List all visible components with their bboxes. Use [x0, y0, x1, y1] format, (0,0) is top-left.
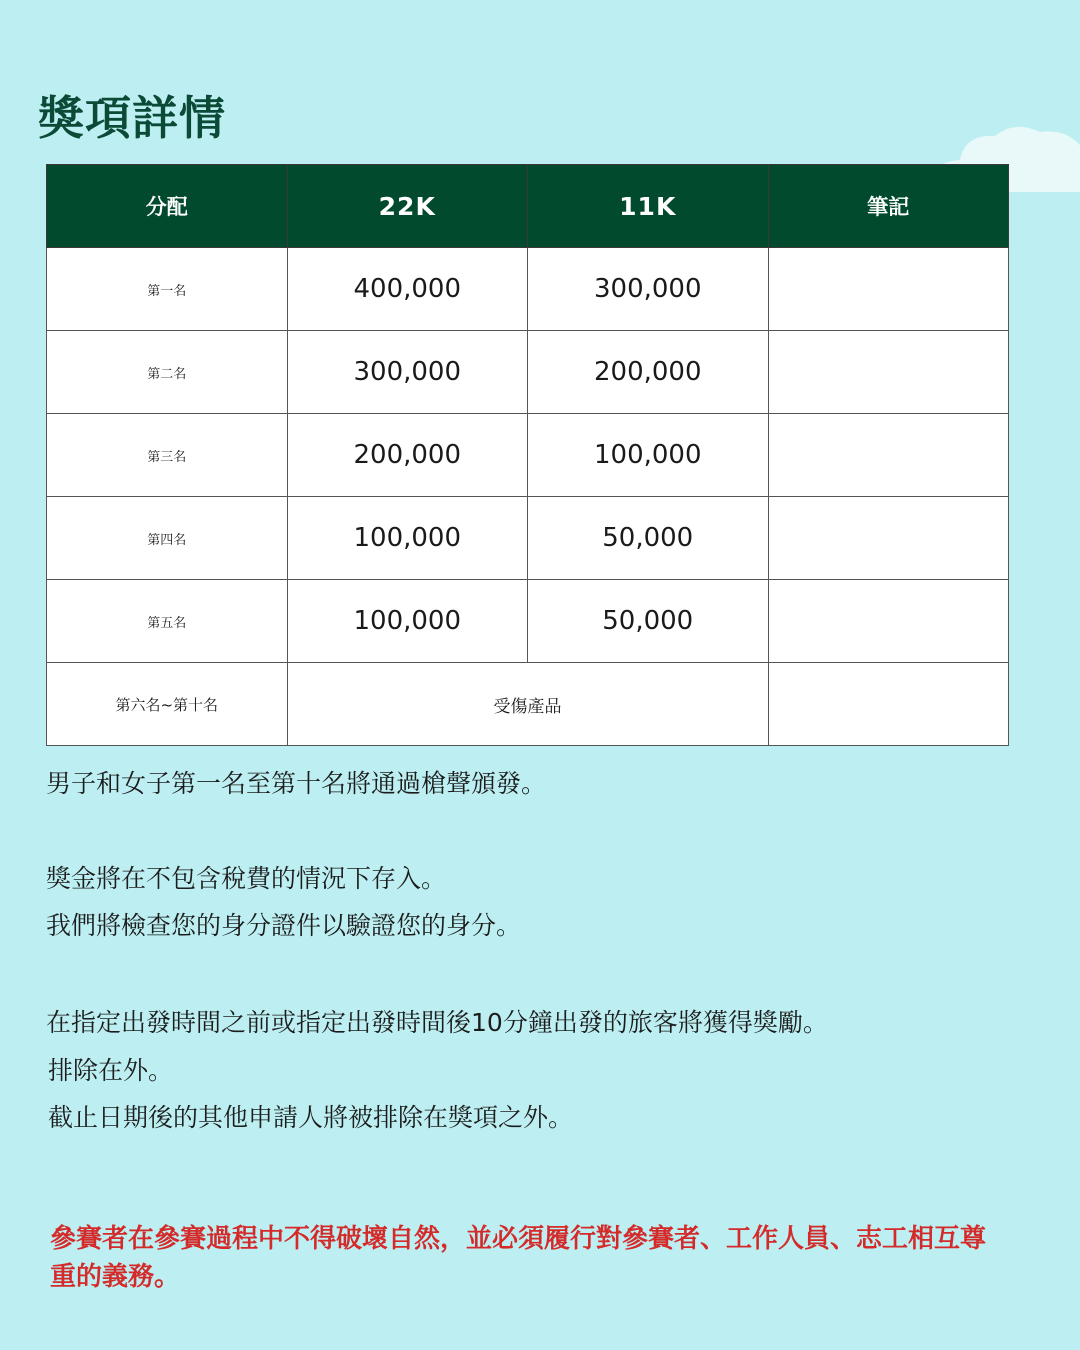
info-paragraph: 截止日期後的其他申請人將被排除在獎項之外。 [48, 1103, 574, 1132]
info-paragraph: 我們將檢查您的身分證件以驗證您的身分。 [46, 911, 522, 940]
warning-notice: 參賽者在參賽過程中不得破壞自然，並必須履行對參賽者、工作人員、志工相互尊重的義務。 [50, 1224, 987, 1292]
rank-cell: 第一名 [47, 248, 288, 331]
prize-11k-cell: 100,000 [528, 414, 769, 497]
info-paragraph: 獎金將在不包含稅費的情況下存入。 [46, 864, 447, 893]
table-row [47, 331, 1009, 414]
table-header-row [47, 165, 1009, 248]
note-cell [768, 331, 1009, 414]
table-row [47, 663, 1009, 746]
prize-22k-cell: 100,000 [287, 580, 528, 663]
prize-22k-cell: 200,000 [287, 414, 528, 497]
prize-22k-cell: 400,000 [287, 248, 528, 331]
merged-prize-cell: 受傷產品 [287, 663, 768, 746]
header-11k: 11K [528, 165, 769, 248]
prize-11k-cell: 50,000 [528, 580, 769, 663]
rank-cell: 第六名~第十名 [47, 663, 288, 746]
prize-11k-cell: 50,000 [528, 497, 769, 580]
note-cell [768, 663, 1009, 746]
rank-cell: 第五名 [47, 580, 288, 663]
info-paragraph: 在指定出發時間之前或指定出發時間後10分鐘出發的旅客將獲得獎勵。 [46, 1008, 828, 1037]
prize-22k-cell: 100,000 [287, 497, 528, 580]
header-notes: 筆記 [768, 165, 1009, 248]
page-title: 獎項詳情 [38, 91, 226, 145]
info-paragraph: 男子和女子第一名至第十名將通過槍聲頒發。 [46, 769, 547, 798]
table-row [47, 497, 1009, 580]
table-row [47, 580, 1009, 663]
rank-cell: 第二名 [47, 331, 288, 414]
table-row [47, 248, 1009, 331]
rank-cell: 第三名 [47, 414, 288, 497]
note-cell [768, 497, 1009, 580]
header-allocation: 分配 [47, 165, 288, 248]
note-cell [768, 580, 1009, 663]
info-paragraph: 排除在外。 [48, 1056, 174, 1085]
header-22k: 22K [287, 165, 528, 248]
note-cell [768, 248, 1009, 331]
prize-11k-cell: 300,000 [528, 248, 769, 331]
note-cell [768, 414, 1009, 497]
prize-11k-cell: 200,000 [528, 331, 769, 414]
prize-table [46, 164, 1009, 746]
table-row [47, 414, 1009, 497]
prize-22k-cell: 300,000 [287, 331, 528, 414]
rank-cell: 第四名 [47, 497, 288, 580]
